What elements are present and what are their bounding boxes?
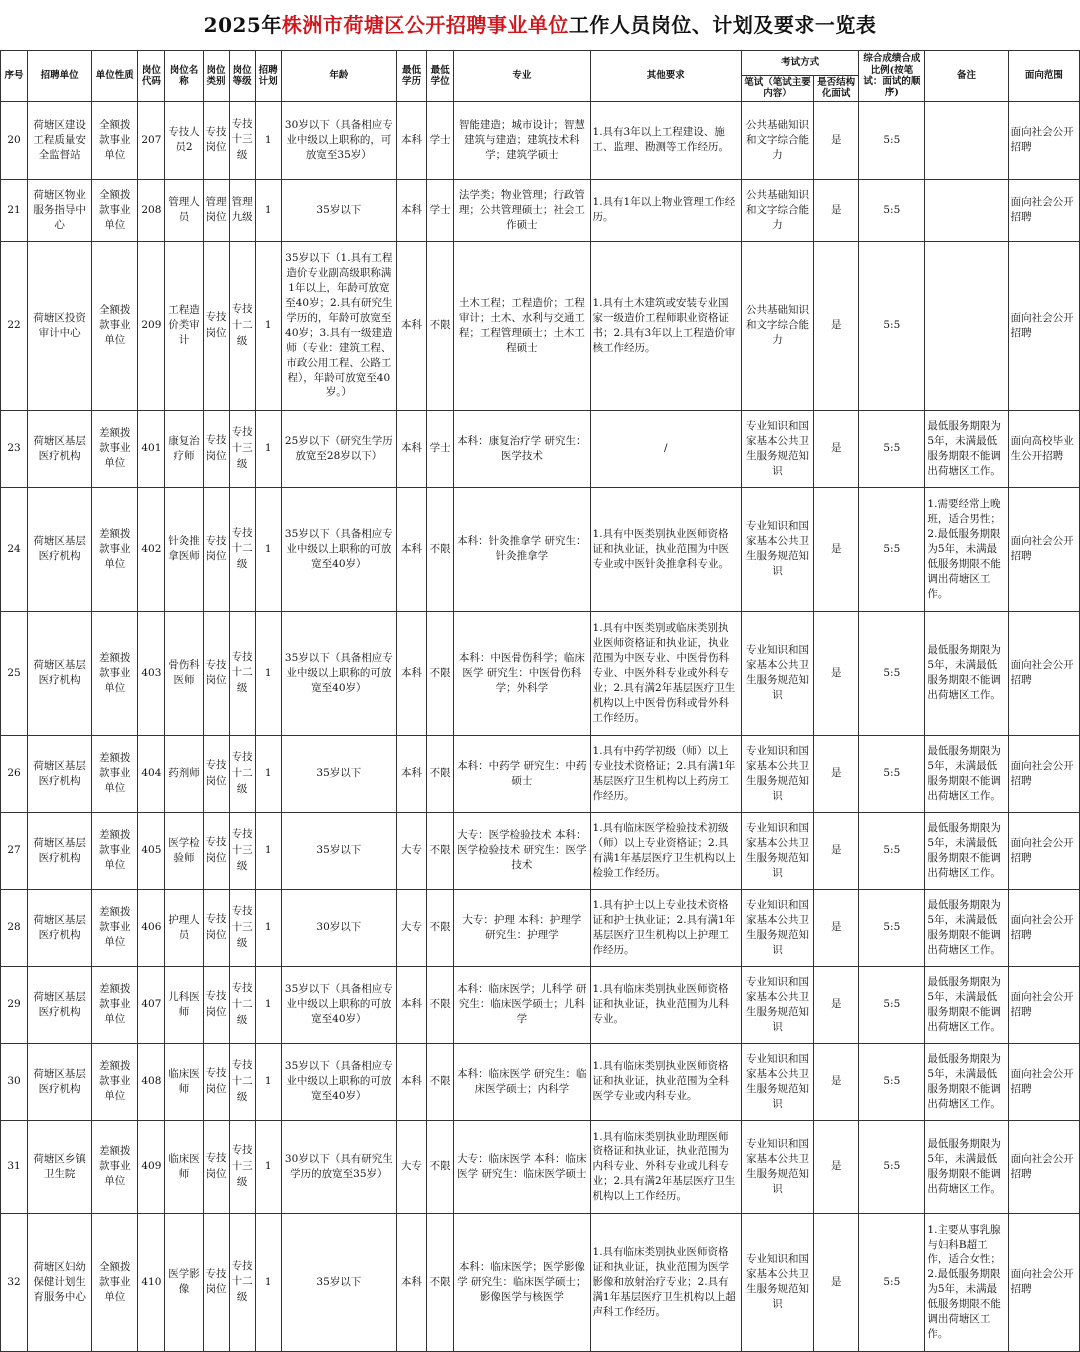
cell-grade: 专技十二级 <box>229 611 255 735</box>
header-seq: 序号 <box>1 51 28 102</box>
cell-ratio: 5:5 <box>859 179 925 241</box>
cell-ratio: 5:5 <box>859 889 925 966</box>
cell-scope: 面向社会公开招聘 <box>1008 1043 1079 1120</box>
cell-written: 专业知识和国家基本公共卫生服务规范知识 <box>741 1120 813 1213</box>
cell-edu: 本科 <box>397 1043 427 1120</box>
cell-other: 1.具有1年以上物业管理工作经历。 <box>590 179 741 241</box>
cell-nature: 差额拨款事业单位 <box>92 812 138 889</box>
cell-other: 1.具有临床类别执业医师资格证和执业证，执业范围为全科医学专业或内科专业。 <box>590 1043 741 1120</box>
cell-code: 401 <box>138 410 165 487</box>
cell-degree: 不限 <box>427 1120 454 1213</box>
cell-major: 本科：中药学 研究生：中药硕士 <box>454 735 590 812</box>
cell-unit: 荷塘区投资审计中心 <box>28 241 92 410</box>
cell-category: 专技岗位 <box>203 735 229 812</box>
cell-nature: 差额拨款事业单位 <box>92 611 138 735</box>
cell-structured: 是 <box>814 889 859 966</box>
cell-unit: 荷塘区基层医疗机构 <box>28 410 92 487</box>
cell-grade: 专技十三级 <box>229 1120 255 1213</box>
cell-remark: 最低服务期限为5年，未满最低服务期限不能调出荷塘区工作。 <box>925 966 1008 1043</box>
cell-grade: 专技十三级 <box>229 889 255 966</box>
cell-remark <box>925 241 1008 410</box>
cell-nature: 差额拨款事业单位 <box>92 410 138 487</box>
cell-category: 专技岗位 <box>203 1213 229 1351</box>
cell-post: 骨伤科医师 <box>165 611 203 735</box>
cell-category: 专技岗位 <box>203 1043 229 1120</box>
cell-category: 专技岗位 <box>203 812 229 889</box>
cell-edu: 大专 <box>397 1120 427 1213</box>
cell-other: 1.具有中医类别执业医师资格证和执业证，执业范围为中医专业或中医针灸推拿科专业。 <box>590 487 741 611</box>
cell-edu: 本科 <box>397 241 427 410</box>
cell-category: 专技岗位 <box>203 966 229 1043</box>
cell-degree: 学士 <box>427 179 454 241</box>
cell-grade: 专技十三级 <box>229 812 255 889</box>
cell-nature: 全额拨款事业单位 <box>92 101 138 179</box>
cell-remark: 1.主要从事乳腺与妇科B超工作，适合女性；2.最低服务期限为5年，未满最低服务期限不能调出荷塘区工作。 <box>925 1213 1008 1351</box>
cell-edu: 本科 <box>397 735 427 812</box>
cell-code: 409 <box>138 1120 165 1213</box>
cell-grade: 专技十二级 <box>229 966 255 1043</box>
cell-nature: 全额拨款事业单位 <box>92 1213 138 1351</box>
cell-structured: 是 <box>814 179 859 241</box>
cell-major: 本科：临床医学；医学影像学 研究生：临床医学硕士；影像医学与核医学 <box>454 1213 590 1351</box>
cell-category: 专技岗位 <box>203 410 229 487</box>
cell-scope: 面向社会公开招聘 <box>1008 889 1079 966</box>
cell-edu: 本科 <box>397 966 427 1043</box>
cell-unit: 荷塘区基层医疗机构 <box>28 611 92 735</box>
cell-plan: 1 <box>255 1120 281 1213</box>
table-row <box>1 735 1080 812</box>
cell-category: 管理岗位 <box>203 179 229 241</box>
cell-unit: 荷塘区基层医疗机构 <box>28 966 92 1043</box>
cell-plan: 1 <box>255 966 281 1043</box>
cell-seq: 31 <box>1 1120 28 1213</box>
cell-edu: 大专 <box>397 812 427 889</box>
cell-category: 专技岗位 <box>203 1120 229 1213</box>
cell-unit: 荷塘区基层医疗机构 <box>28 812 92 889</box>
cell-ratio: 5:5 <box>859 101 925 179</box>
cell-degree: 不限 <box>427 611 454 735</box>
cell-written: 专业知识和国家基本公共卫生服务规范知识 <box>741 889 813 966</box>
cell-degree: 不限 <box>427 889 454 966</box>
cell-other: 1.具有临床医学检验技术初级（师）以上专业资格证；2.具有满1年基层医疗卫生机构以上检验工作经历。 <box>590 812 741 889</box>
cell-age: 35岁以下 <box>281 179 396 241</box>
cell-post: 医学影像 <box>165 1213 203 1351</box>
cell-post: 管理人员 <box>165 179 203 241</box>
title-rest: 工作人员岗位、计划及要求一览表 <box>568 13 877 37</box>
cell-scope: 面向高校毕业生公开招聘 <box>1008 410 1079 487</box>
cell-age: 35岁以下 <box>281 735 396 812</box>
cell-age: 35岁以下 <box>281 1213 396 1351</box>
table-row <box>1 410 1080 487</box>
cell-seq: 27 <box>1 812 28 889</box>
cell-code: 406 <box>138 889 165 966</box>
cell-major: 法学类；物业管理；行政管理；公共管理硕士；社会工作硕士 <box>454 179 590 241</box>
cell-ratio: 5:5 <box>859 812 925 889</box>
header-exam: 考试方式 <box>741 51 858 76</box>
cell-scope: 面向社会公开招聘 <box>1008 966 1079 1043</box>
cell-ratio: 5:5 <box>859 1213 925 1351</box>
cell-code: 405 <box>138 812 165 889</box>
cell-remark: 最低服务期限为5年，未满最低服务期限不能调出荷塘区工作。 <box>925 1043 1008 1120</box>
cell-remark <box>925 179 1008 241</box>
cell-plan: 1 <box>255 241 281 410</box>
cell-plan: 1 <box>255 487 281 611</box>
cell-written: 专业知识和国家基本公共卫生服务规范知识 <box>741 735 813 812</box>
table-row <box>1 889 1080 966</box>
cell-structured: 是 <box>814 735 859 812</box>
cell-plan: 1 <box>255 812 281 889</box>
cell-degree: 不限 <box>427 241 454 410</box>
cell-remark: 最低服务期限为5年，未满最低服务期限不能调出荷塘区工作。 <box>925 812 1008 889</box>
cell-post: 药剂师 <box>165 735 203 812</box>
cell-structured: 是 <box>814 966 859 1043</box>
cell-edu: 本科 <box>397 487 427 611</box>
header-remark: 备注 <box>925 51 1008 102</box>
cell-remark: 最低服务期限为5年，未满最低服务期限不能调出荷塘区工作。 <box>925 611 1008 735</box>
cell-structured: 是 <box>814 812 859 889</box>
cell-other: 1.具有中医类别或临床类别执业医师资格证和执业证，执业范围为中医专业、中医骨伤科专业、中医外科专业或外科专业；2.具有满2年基层医疗卫生机构以上中医骨伤科或骨外科工作经历。 <box>590 611 741 735</box>
header-degree: 最低学位 <box>427 51 454 102</box>
header-unit: 招聘单位 <box>28 51 92 102</box>
cell-written: 专业知识和国家基本公共卫生服务规范知识 <box>741 1043 813 1120</box>
cell-nature: 全额拨款事业单位 <box>92 241 138 410</box>
cell-seq: 32 <box>1 1213 28 1351</box>
header-category: 岗位类别 <box>203 51 229 102</box>
cell-plan: 1 <box>255 889 281 966</box>
cell-grade: 专技十二级 <box>229 1043 255 1120</box>
cell-plan: 1 <box>255 1043 281 1120</box>
cell-scope: 面向社会公开招聘 <box>1008 487 1079 611</box>
cell-age: 35岁以下（具备相应专业中级以上职称的可放宽至40岁） <box>281 1043 396 1120</box>
table-row <box>1 487 1080 611</box>
cell-plan: 1 <box>255 1213 281 1351</box>
cell-other: 1.具有临床类别执业医师资格证和执业证，执业范围为医学影像和放射治疗专业；2.具有满1年基层医疗卫生机构以上超声科工作经历。 <box>590 1213 741 1351</box>
cell-seq: 21 <box>1 179 28 241</box>
cell-other: 1.具有中药学初级（师）以上专业技术资格证；2.具有满1年基层医疗卫生机构以上药房工作经历。 <box>590 735 741 812</box>
cell-grade: 专技十二级 <box>229 735 255 812</box>
cell-remark: 最低服务期限为5年，未满最低服务期限不能调出荷塘区工作。 <box>925 735 1008 812</box>
cell-other: 1.具有3年以上工程建设、施工、监理、勘测等工作经历。 <box>590 101 741 179</box>
cell-unit: 荷塘区建设工程质量安全监督站 <box>28 101 92 179</box>
header-nature: 单位性质 <box>92 51 138 102</box>
cell-nature: 差额拨款事业单位 <box>92 1120 138 1213</box>
cell-age: 35岁以下（具备相应专业中级以上职称的可放宽至40岁） <box>281 487 396 611</box>
cell-seq: 20 <box>1 101 28 179</box>
cell-seq: 22 <box>1 241 28 410</box>
header-other: 其他要求 <box>590 51 741 102</box>
cell-degree: 不限 <box>427 812 454 889</box>
cell-major: 智能建造；城市设计；智慧建筑与建造；建筑技术科学；建筑学硕士 <box>454 101 590 179</box>
cell-other: / <box>590 410 741 487</box>
cell-unit: 荷塘区基层医疗机构 <box>28 487 92 611</box>
cell-seq: 28 <box>1 889 28 966</box>
cell-unit: 荷塘区乡镇卫生院 <box>28 1120 92 1213</box>
cell-major: 本科：临床医学；儿科学 研究生：临床医学硕士；儿科学 <box>454 966 590 1043</box>
cell-post: 护理人员 <box>165 889 203 966</box>
cell-unit: 荷塘区基层医疗机构 <box>28 889 92 966</box>
cell-post: 儿科医师 <box>165 966 203 1043</box>
cell-scope: 面向社会公开招聘 <box>1008 812 1079 889</box>
cell-seq: 29 <box>1 966 28 1043</box>
cell-age: 35岁以下 <box>281 812 396 889</box>
cell-code: 402 <box>138 487 165 611</box>
cell-unit: 荷塘区基层医疗机构 <box>28 735 92 812</box>
cell-written: 公共基础知识和文字综合能力 <box>741 179 813 241</box>
cell-code: 407 <box>138 966 165 1043</box>
cell-remark: 最低服务期限为5年，未满最低服务期限不能调出荷塘区工作。 <box>925 1120 1008 1213</box>
cell-other: 1.具有临床类别执业助理医师资格证和执业证，执业范围为内科专业、外科专业或儿科专业；2.具有满2年基层医疗卫生机构以上工作经历。 <box>590 1120 741 1213</box>
header-plan: 招聘计划 <box>255 51 281 102</box>
cell-degree: 不限 <box>427 735 454 812</box>
cell-degree: 不限 <box>427 1213 454 1351</box>
cell-other: 1.具有土木建筑或安装专业国家一级造价工程师职业资格证书；2.具有3年以上工程造价审核工作经历。 <box>590 241 741 410</box>
cell-written: 专业知识和国家基本公共卫生服务规范知识 <box>741 1213 813 1351</box>
cell-scope: 面向社会公开招聘 <box>1008 241 1079 410</box>
cell-written: 专业知识和国家基本公共卫生服务规范知识 <box>741 611 813 735</box>
cell-code: 208 <box>138 179 165 241</box>
cell-age: 35岁以下（具备相应专业中级以上职称的可放宽至40岁） <box>281 611 396 735</box>
recruitment-table <box>0 50 1080 1352</box>
cell-structured: 是 <box>814 101 859 179</box>
cell-grade: 专技十三级 <box>229 410 255 487</box>
cell-nature: 差额拨款事业单位 <box>92 735 138 812</box>
cell-written: 公共基础知识和文字综合能力 <box>741 241 813 410</box>
cell-code: 404 <box>138 735 165 812</box>
cell-structured: 是 <box>814 1213 859 1351</box>
table-row <box>1 241 1080 410</box>
table-row <box>1 101 1080 179</box>
table-row <box>1 179 1080 241</box>
cell-degree: 不限 <box>427 966 454 1043</box>
cell-ratio: 5:5 <box>859 966 925 1043</box>
cell-structured: 是 <box>814 1120 859 1213</box>
cell-post: 针灸推拿医师 <box>165 487 203 611</box>
table-row <box>1 1213 1080 1351</box>
cell-edu: 本科 <box>397 101 427 179</box>
page-title <box>0 0 1080 50</box>
cell-remark: 最低服务期限为5年，未满最低服务期限不能调出荷塘区工作。 <box>925 410 1008 487</box>
title-org: 株洲市荷塘区公开招聘事业单位 <box>281 13 569 37</box>
cell-scope: 面向社会公开招聘 <box>1008 611 1079 735</box>
cell-nature: 差额拨款事业单位 <box>92 1043 138 1120</box>
cell-seq: 23 <box>1 410 28 487</box>
cell-seq: 25 <box>1 611 28 735</box>
cell-grade: 专技十三级 <box>229 101 255 179</box>
cell-grade: 专技十二级 <box>229 487 255 611</box>
cell-major: 大专：医学检验技术 本科：医学检验技术 研究生：医学技术 <box>454 812 590 889</box>
cell-remark <box>925 101 1008 179</box>
cell-ratio: 5:5 <box>859 241 925 410</box>
cell-code: 410 <box>138 1213 165 1351</box>
header-scope: 面向范围 <box>1008 51 1079 102</box>
cell-structured: 是 <box>814 487 859 611</box>
cell-code: 408 <box>138 1043 165 1120</box>
cell-major: 大专：护理 本科：护理学 研究生：护理学 <box>454 889 590 966</box>
cell-seq: 24 <box>1 487 28 611</box>
cell-other: 1.具有护士以上专业技术资格证和护士执业证；2.具有满1年基层医疗卫生机构以上护理工作经历。 <box>590 889 741 966</box>
title-year: 2025年 <box>203 13 282 37</box>
table-row <box>1 966 1080 1043</box>
cell-written: 专业知识和国家基本公共卫生服务规范知识 <box>741 812 813 889</box>
cell-written: 专业知识和国家基本公共卫生服务规范知识 <box>741 487 813 611</box>
cell-post: 专技人员2 <box>165 101 203 179</box>
cell-plan: 1 <box>255 611 281 735</box>
cell-code: 403 <box>138 611 165 735</box>
cell-post: 临床医师 <box>165 1043 203 1120</box>
cell-plan: 1 <box>255 410 281 487</box>
cell-degree: 不限 <box>427 1043 454 1120</box>
cell-structured: 是 <box>814 1043 859 1120</box>
cell-category: 专技岗位 <box>203 101 229 179</box>
cell-code: 209 <box>138 241 165 410</box>
cell-structured: 是 <box>814 410 859 487</box>
cell-nature: 差额拨款事业单位 <box>92 966 138 1043</box>
cell-remark: 最低服务期限为5年，未满最低服务期限不能调出荷塘区工作。 <box>925 889 1008 966</box>
cell-edu: 本科 <box>397 410 427 487</box>
cell-category: 专技岗位 <box>203 241 229 410</box>
cell-written: 公共基础知识和文字综合能力 <box>741 101 813 179</box>
cell-scope: 面向社会公开招聘 <box>1008 1120 1079 1213</box>
header-ratio: 综合成绩合成比例(按笔试：面试的顺序) <box>859 51 925 102</box>
header-structured: 是否结构化面试 <box>814 76 859 102</box>
cell-plan: 1 <box>255 735 281 812</box>
cell-post: 康复治疗师 <box>165 410 203 487</box>
cell-major: 本科：中医骨伤科学；临床医学 研究生：中医骨伤科学；外科学 <box>454 611 590 735</box>
cell-nature: 全额拨款事业单位 <box>92 179 138 241</box>
cell-category: 专技岗位 <box>203 889 229 966</box>
cell-ratio: 5:5 <box>859 1043 925 1120</box>
header-major: 专业 <box>454 51 590 102</box>
header-written: 笔试（笔试主要内容） <box>741 76 813 102</box>
cell-other: 1.具有临床类别执业医师资格证和执业证，执业范围为儿科专业。 <box>590 966 741 1043</box>
cell-age: 30岁以下 <box>281 889 396 966</box>
cell-age: 25岁以下（研究生学历放宽至28岁以下） <box>281 410 396 487</box>
cell-post: 工程造价类审计 <box>165 241 203 410</box>
cell-major: 本科：康复治疗学 研究生：医学技术 <box>454 410 590 487</box>
cell-ratio: 5:5 <box>859 487 925 611</box>
cell-ratio: 5:5 <box>859 611 925 735</box>
cell-ratio: 5:5 <box>859 1120 925 1213</box>
table-row <box>1 1043 1080 1120</box>
cell-degree: 学士 <box>427 410 454 487</box>
table-row <box>1 611 1080 735</box>
table-row <box>1 1120 1080 1213</box>
cell-ratio: 5:5 <box>859 410 925 487</box>
table-row <box>1 812 1080 889</box>
cell-edu: 本科 <box>397 179 427 241</box>
cell-grade: 管理九级 <box>229 179 255 241</box>
cell-plan: 1 <box>255 101 281 179</box>
cell-grade: 专技十二级 <box>229 1213 255 1351</box>
cell-age: 30岁以下（具有研究生学历的放宽至35岁） <box>281 1120 396 1213</box>
header-post: 岗位名称 <box>165 51 203 102</box>
cell-written: 专业知识和国家基本公共卫生服务规范知识 <box>741 966 813 1043</box>
cell-scope: 面向社会公开招聘 <box>1008 179 1079 241</box>
cell-written: 专业知识和国家基本公共卫生服务规范知识 <box>741 410 813 487</box>
cell-post: 临床医师 <box>165 1120 203 1213</box>
header-age: 年龄 <box>281 51 396 102</box>
cell-category: 专技岗位 <box>203 611 229 735</box>
cell-degree: 不限 <box>427 487 454 611</box>
cell-edu: 本科 <box>397 1213 427 1351</box>
cell-age: 35岁以下（具备相应专业中级以上职称的可放宽至40岁） <box>281 966 396 1043</box>
cell-age: 35岁以下（1.具有工程造价专业副高级职称满1年以上，年龄可放宽至40岁；2.具有研究生学历的，年龄可放宽至40岁；3.具有一级建造师（专业：建筑工程、市政公用工程、公路工程），年龄可放宽至40岁。） <box>281 241 396 410</box>
cell-age: 30岁以下（具备相应专业中级以上职称的，可放宽至35岁） <box>281 101 396 179</box>
cell-category: 专技岗位 <box>203 487 229 611</box>
cell-edu: 大专 <box>397 889 427 966</box>
cell-major: 本科：临床医学 研究生：临床医学硕士；内科学 <box>454 1043 590 1120</box>
cell-seq: 30 <box>1 1043 28 1120</box>
header-code: 岗位代码 <box>138 51 165 102</box>
cell-degree: 学士 <box>427 101 454 179</box>
cell-unit: 荷塘区妇幼保健计划生育服务中心 <box>28 1213 92 1351</box>
cell-structured: 是 <box>814 241 859 410</box>
cell-remark: 1.需要经常上晚班，适合男性；2.最低服务期限为5年，未满最低服务期限不能调出荷塘区工作。 <box>925 487 1008 611</box>
header-grade: 岗位等级 <box>229 51 255 102</box>
cell-scope: 面向社会公开招聘 <box>1008 101 1079 179</box>
cell-post: 医学检验师 <box>165 812 203 889</box>
cell-major: 大专：临床医学 本科：临床医学 研究生：临床医学硕士 <box>454 1120 590 1213</box>
cell-scope: 面向社会公开招聘 <box>1008 1213 1079 1351</box>
cell-seq: 26 <box>1 735 28 812</box>
cell-nature: 差额拨款事业单位 <box>92 487 138 611</box>
cell-nature: 差额拨款事业单位 <box>92 889 138 966</box>
cell-unit: 荷塘区物业服务指导中心 <box>28 179 92 241</box>
cell-code: 207 <box>138 101 165 179</box>
cell-edu: 本科 <box>397 611 427 735</box>
cell-scope: 面向社会公开招聘 <box>1008 735 1079 812</box>
cell-major: 土木工程；工程造价；工程审计；土木、水利与交通工程；工程管理硕士；土木工程硕士 <box>454 241 590 410</box>
cell-major: 本科：针灸推拿学 研究生：针灸推拿学 <box>454 487 590 611</box>
header-edu: 最低学历 <box>397 51 427 102</box>
cell-ratio: 5:5 <box>859 735 925 812</box>
cell-unit: 荷塘区基层医疗机构 <box>28 1043 92 1120</box>
cell-grade: 专技十二级 <box>229 241 255 410</box>
cell-plan: 1 <box>255 179 281 241</box>
cell-structured: 是 <box>814 611 859 735</box>
